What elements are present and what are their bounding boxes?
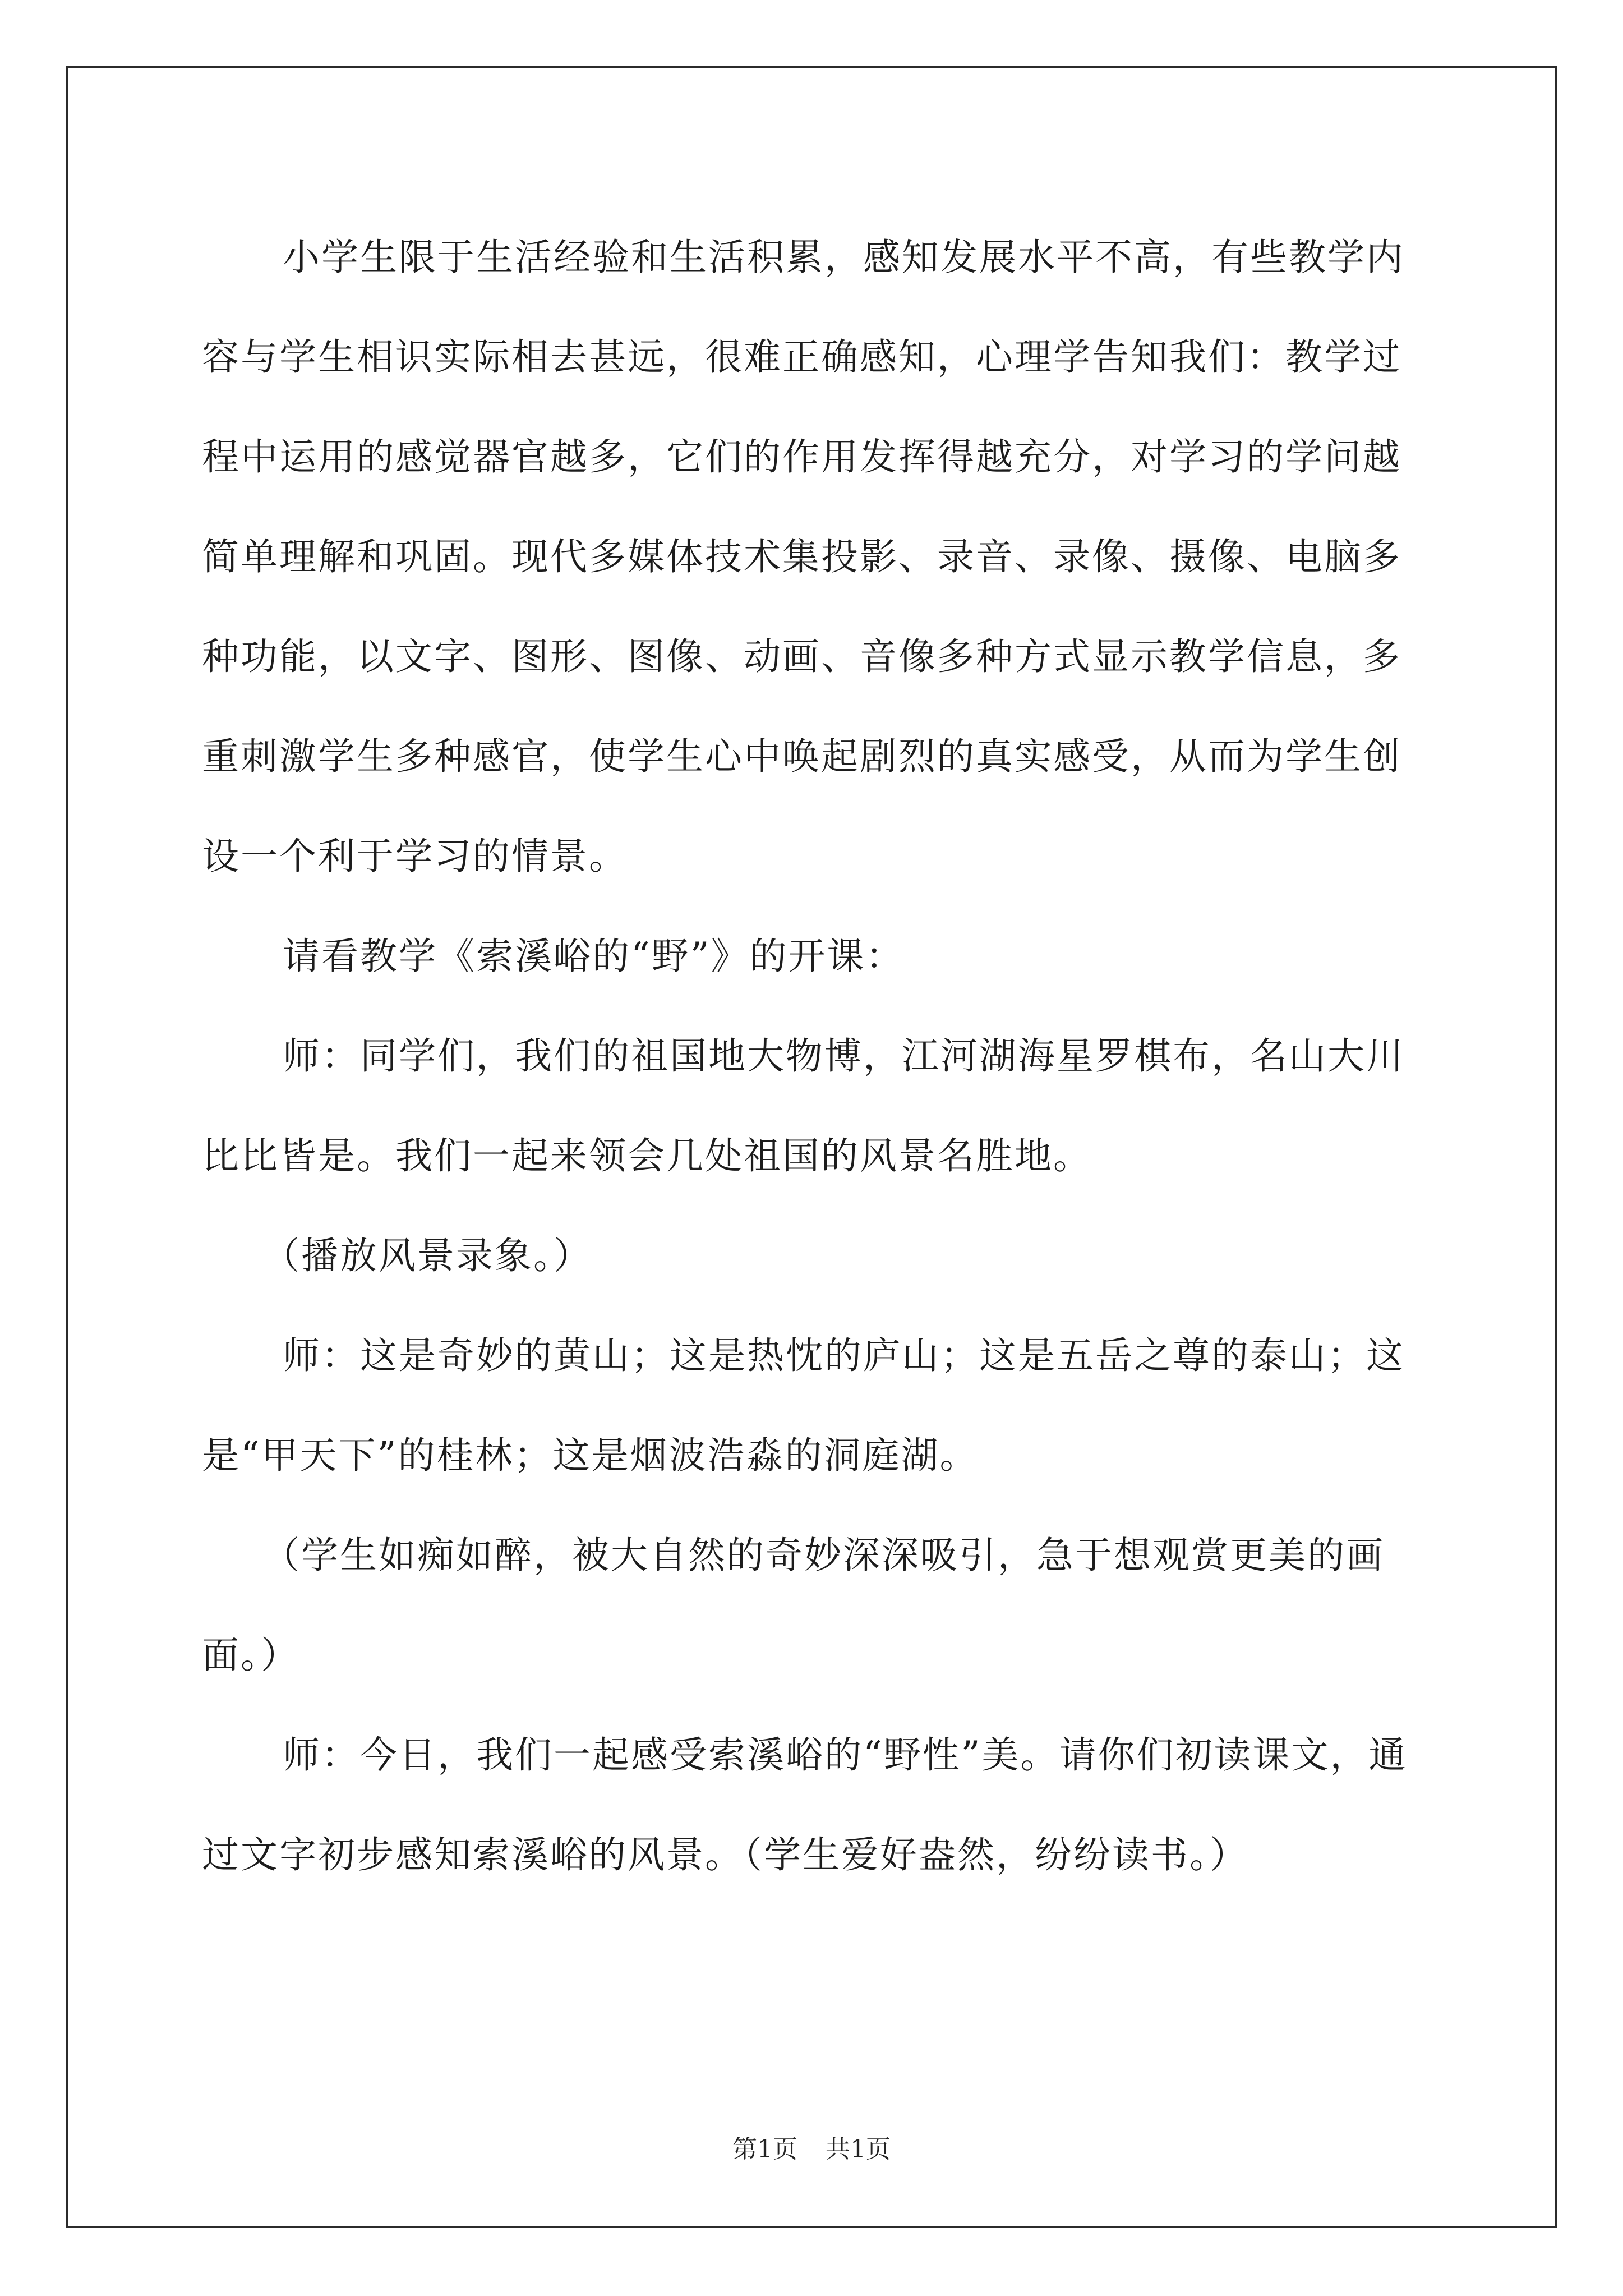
paragraph-stage-note-1: （播放风景录象。） — [262, 1234, 592, 1277]
paragraph-intro: 小学生限于生活经验和生活积累，感知发展水平不高，有些教学内容与学生相识实际相去甚远，很难正确感知，心理学告知我们：教学过程中运用的感觉器官越多，它们的作用发挥得越充分，对学习的学问越简单理解和巩固。现代多媒体技术集投影、录音、录像、摄像、电脑多种功能，以文字、图形、图像、动画、音像多种方式显示教学信息，多重刺激学生多种感官，使学生心中唤起剧烈的真实感受，从而为学生创设一个利于学习的情景。 — [202, 236, 1405, 878]
paragraph-teacher-3: 师：今日，我们一起感受索溪峪的“野性”美。请你们初读课文，通过文字初步感知索溪峪的风景。（学生爱好盎然，纷纷读书。） — [202, 1733, 1408, 1876]
page-total: 共1页 — [826, 2135, 891, 2164]
paragraph-teacher-2: 师：这是奇妙的黄山；这是热忱的庐山；这是五岳之尊的泰山；这是“甲天下”的桂林；这是烟波浩淼的洞庭湖。 — [202, 1334, 1405, 1477]
page-footer — [0, 2129, 1623, 2165]
paragraph-stage-note-2: （学生如痴如醉，被大自然的奇妙深深吸引，急于想观赏更美的画面。） — [202, 1534, 1385, 1677]
paragraph-teacher-1: 师：同学们，我们的祖国地大物博，江河湖海星罗棋布，名山大川比比皆是。我们一起来领会几处祖国的风景名胜地。 — [202, 1034, 1405, 1177]
document-body — [202, 208, 1436, 1905]
page-number: 第1页 — [732, 2135, 797, 2164]
paragraph-lesson-opening: 请看教学《索溪峪的“野”》的开课： — [283, 935, 905, 978]
